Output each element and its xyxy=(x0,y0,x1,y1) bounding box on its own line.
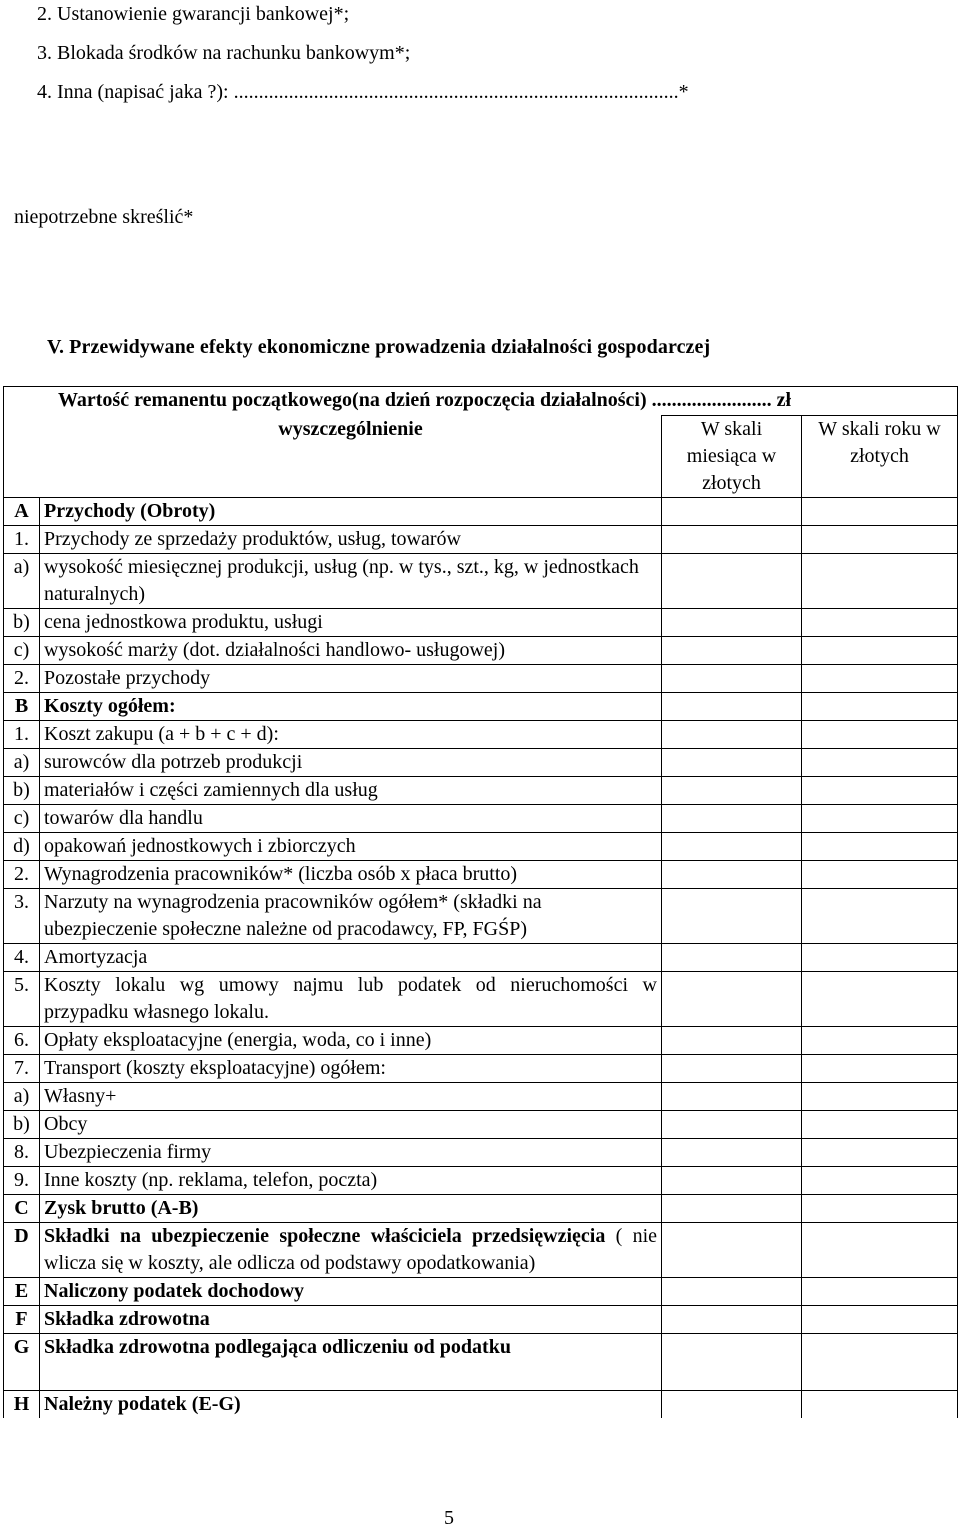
yearly-value-cell[interactable] xyxy=(802,1391,958,1419)
row-label: Naliczony podatek dochodowy xyxy=(40,1278,662,1306)
table-row xyxy=(4,721,958,749)
monthly-value-cell[interactable] xyxy=(662,777,802,805)
monthly-value-cell[interactable] xyxy=(662,721,802,749)
table-row xyxy=(4,1306,958,1334)
yearly-value-cell[interactable] xyxy=(802,805,958,833)
table-row xyxy=(4,554,958,609)
yearly-value-cell[interactable] xyxy=(802,1167,958,1195)
intro-line-2: 2. Ustanowienie gwarancji bankowej*; xyxy=(37,3,350,25)
row-key: C xyxy=(4,1195,40,1223)
row-key: c) xyxy=(4,637,40,665)
row-key: a) xyxy=(4,749,40,777)
row-label: Koszty lokalu wg umowy najmu lub podatek od nieruchomości w przypadku własnego lokalu. xyxy=(40,972,662,1027)
intro-line-3: 3. Blokada środków na rachunku bankowym*; xyxy=(37,42,411,64)
monthly-value-cell[interactable] xyxy=(662,1306,802,1334)
row-label: Obcy xyxy=(40,1111,662,1139)
yearly-value-cell[interactable] xyxy=(802,1083,958,1111)
yearly-value-cell[interactable] xyxy=(802,833,958,861)
table-row xyxy=(4,609,958,637)
row-key: G xyxy=(4,1334,40,1391)
remanent-row xyxy=(4,387,958,416)
row-label: Wynagrodzenia pracowników* (liczba osób x płaca brutto) xyxy=(40,861,662,889)
table-row xyxy=(4,1139,958,1167)
yearly-value-cell[interactable] xyxy=(802,1027,958,1055)
table-row xyxy=(4,805,958,833)
row-key: 1. xyxy=(4,721,40,749)
header-monthly: W skali miesiąca w złotych xyxy=(662,416,802,498)
table-row xyxy=(4,1111,958,1139)
table-row xyxy=(4,1391,958,1419)
yearly-value-cell[interactable] xyxy=(802,721,958,749)
monthly-value-cell[interactable] xyxy=(662,1334,802,1391)
row-label xyxy=(40,1223,662,1278)
table-row xyxy=(4,861,958,889)
row-key: 9. xyxy=(4,1167,40,1195)
header-row xyxy=(4,416,958,498)
economic-effects-table xyxy=(3,386,958,1418)
row-label: wysokość marży (dot. działalności handlowo- usługowej) xyxy=(40,637,662,665)
row-key: 2. xyxy=(4,861,40,889)
monthly-value-cell[interactable] xyxy=(662,972,802,1027)
yearly-value-cell[interactable] xyxy=(802,526,958,554)
row-label: surowców dla potrzeb produkcji xyxy=(40,749,662,777)
yearly-value-cell[interactable] xyxy=(802,1139,958,1167)
yearly-value-cell[interactable] xyxy=(802,693,958,721)
row-key: B xyxy=(4,693,40,721)
row-key: a) xyxy=(4,554,40,609)
monthly-value-cell[interactable] xyxy=(662,1278,802,1306)
monthly-value-cell[interactable] xyxy=(662,1223,802,1278)
yearly-value-cell[interactable] xyxy=(802,665,958,693)
row-key: 7. xyxy=(4,1055,40,1083)
row-label: Narzuty na wynagrodzenia pracowników ogółem* (składki na ubezpieczenie społeczne należne od pracodawcy, FP, FGŚP) xyxy=(40,889,662,944)
row-label: Koszty ogółem: xyxy=(40,693,662,721)
monthly-value-cell[interactable] xyxy=(662,693,802,721)
yearly-value-cell[interactable] xyxy=(802,1278,958,1306)
table-row xyxy=(4,526,958,554)
row-key: b) xyxy=(4,1111,40,1139)
monthly-value-cell[interactable] xyxy=(662,554,802,609)
row-label: Ubezpieczenia firmy xyxy=(40,1139,662,1167)
table-row xyxy=(4,1278,958,1306)
row-label: cena jednostkowa produktu, usługi xyxy=(40,609,662,637)
monthly-value-cell[interactable] xyxy=(662,1391,802,1419)
row-key: E xyxy=(4,1278,40,1306)
yearly-value-cell[interactable] xyxy=(802,1306,958,1334)
row-label-rest: ( nie wlicza się w koszty, ale odlicza od podstawy opodatkowania) xyxy=(44,1225,657,1274)
monthly-value-cell[interactable] xyxy=(662,1027,802,1055)
monthly-value-cell[interactable] xyxy=(662,1083,802,1111)
table-row xyxy=(4,665,958,693)
row-label: Należny podatek (E-G) xyxy=(40,1391,662,1419)
row-key: A xyxy=(4,498,40,526)
monthly-value-cell[interactable] xyxy=(662,665,802,693)
monthly-value-cell[interactable] xyxy=(662,749,802,777)
table-row xyxy=(4,889,958,944)
table-row xyxy=(4,777,958,805)
row-key: 8. xyxy=(4,1139,40,1167)
row-key: 2. xyxy=(4,665,40,693)
row-label: Koszt zakupu (a + b + c + d): xyxy=(40,721,662,749)
row-label-bold: Składki na ubezpieczenie społeczne właściciela przedsięwzięcia xyxy=(44,1225,606,1247)
yearly-value-cell[interactable] xyxy=(802,1223,958,1278)
monthly-value-cell[interactable] xyxy=(662,861,802,889)
intro-line-4: 4. Inna (napisać jaka ?): .........................................................................................* xyxy=(37,81,689,103)
table-row xyxy=(4,637,958,665)
row-label: Składka zdrowotna podlegająca odliczeniu od podatku xyxy=(40,1334,662,1391)
remanent-cell: Wartość remanentu początkowego(na dzień rozpoczęcia działalności) ........................ zł xyxy=(4,387,958,416)
row-key: d) xyxy=(4,833,40,861)
yearly-value-cell[interactable] xyxy=(802,889,958,944)
table-row xyxy=(4,1223,958,1278)
row-key: b) xyxy=(4,609,40,637)
monthly-value-cell[interactable] xyxy=(662,889,802,944)
table-row xyxy=(4,1195,958,1223)
row-key: a) xyxy=(4,1083,40,1111)
row-key: H xyxy=(4,1391,40,1419)
yearly-value-cell[interactable] xyxy=(802,637,958,665)
header-item: wyszczególnienie xyxy=(4,416,662,498)
table-row xyxy=(4,749,958,777)
table-row xyxy=(4,1167,958,1195)
header-yearly: W skali roku w złotych xyxy=(802,416,958,498)
yearly-value-cell[interactable] xyxy=(802,944,958,972)
yearly-value-cell[interactable] xyxy=(802,861,958,889)
row-label: Zysk brutto (A-B) xyxy=(40,1195,662,1223)
row-label: towarów dla handlu xyxy=(40,805,662,833)
row-label: wysokość miesięcznej produkcji, usług (np. w tys., szt., kg, w jednostkach naturalnych) xyxy=(40,554,662,609)
yearly-value-cell[interactable] xyxy=(802,554,958,609)
row-label: Pozostałe przychody xyxy=(40,665,662,693)
page-number: 5 xyxy=(444,1507,454,1529)
monthly-value-cell[interactable] xyxy=(662,1111,802,1139)
monthly-value-cell[interactable] xyxy=(662,833,802,861)
row-key: 1. xyxy=(4,526,40,554)
row-key: 5. xyxy=(4,972,40,1027)
monthly-value-cell[interactable] xyxy=(662,637,802,665)
section-title: V. Przewidywane efekty ekonomiczne prowadzenia działalności gospodarczej xyxy=(47,336,711,358)
row-label: Amortyzacja xyxy=(40,944,662,972)
monthly-value-cell[interactable] xyxy=(662,1195,802,1223)
monthly-value-cell[interactable] xyxy=(662,1167,802,1195)
row-label: Składka zdrowotna xyxy=(40,1306,662,1334)
row-label: Opłaty eksploatacyjne (energia, woda, co i inne) xyxy=(40,1027,662,1055)
row-label: Transport (koszty eksploatacyjne) ogółem: xyxy=(40,1055,662,1083)
table-row xyxy=(4,1083,958,1111)
yearly-value-cell[interactable] xyxy=(802,1334,958,1391)
table-row xyxy=(4,833,958,861)
yearly-value-cell[interactable] xyxy=(802,498,958,526)
monthly-value-cell[interactable] xyxy=(662,944,802,972)
monthly-value-cell[interactable] xyxy=(662,1139,802,1167)
monthly-value-cell[interactable] xyxy=(662,805,802,833)
yearly-value-cell[interactable] xyxy=(802,1111,958,1139)
table-row xyxy=(4,972,958,1027)
table-row xyxy=(4,693,958,721)
table-row xyxy=(4,1027,958,1055)
monthly-value-cell[interactable] xyxy=(662,526,802,554)
row-label: Przychody ze sprzedaży produktów, usług, towarów xyxy=(40,526,662,554)
table-row xyxy=(4,1055,958,1083)
row-key: 3. xyxy=(4,889,40,944)
table-row xyxy=(4,1334,958,1391)
yearly-value-cell[interactable] xyxy=(802,609,958,637)
monthly-value-cell[interactable] xyxy=(662,498,802,526)
row-label: Własny+ xyxy=(40,1083,662,1111)
row-key: b) xyxy=(4,777,40,805)
row-label: Inne koszty (np. reklama, telefon, poczta) xyxy=(40,1167,662,1195)
row-label: Przychody (Obroty) xyxy=(40,498,662,526)
row-label: materiałów i części zamiennych dla usług xyxy=(40,777,662,805)
strike-note: niepotrzebne skreślić* xyxy=(14,206,194,228)
row-key: D xyxy=(4,1223,40,1278)
row-key: 4. xyxy=(4,944,40,972)
monthly-value-cell[interactable] xyxy=(662,609,802,637)
yearly-value-cell[interactable] xyxy=(802,777,958,805)
yearly-value-cell[interactable] xyxy=(802,972,958,1027)
table-row xyxy=(4,944,958,972)
row-label: opakowań jednostkowych i zbiorczych xyxy=(40,833,662,861)
row-key: F xyxy=(4,1306,40,1334)
yearly-value-cell[interactable] xyxy=(802,749,958,777)
row-key: c) xyxy=(4,805,40,833)
yearly-value-cell[interactable] xyxy=(802,1195,958,1223)
table-row xyxy=(4,498,958,526)
monthly-value-cell[interactable] xyxy=(662,1055,802,1083)
row-key: 6. xyxy=(4,1027,40,1055)
yearly-value-cell[interactable] xyxy=(802,1055,958,1083)
